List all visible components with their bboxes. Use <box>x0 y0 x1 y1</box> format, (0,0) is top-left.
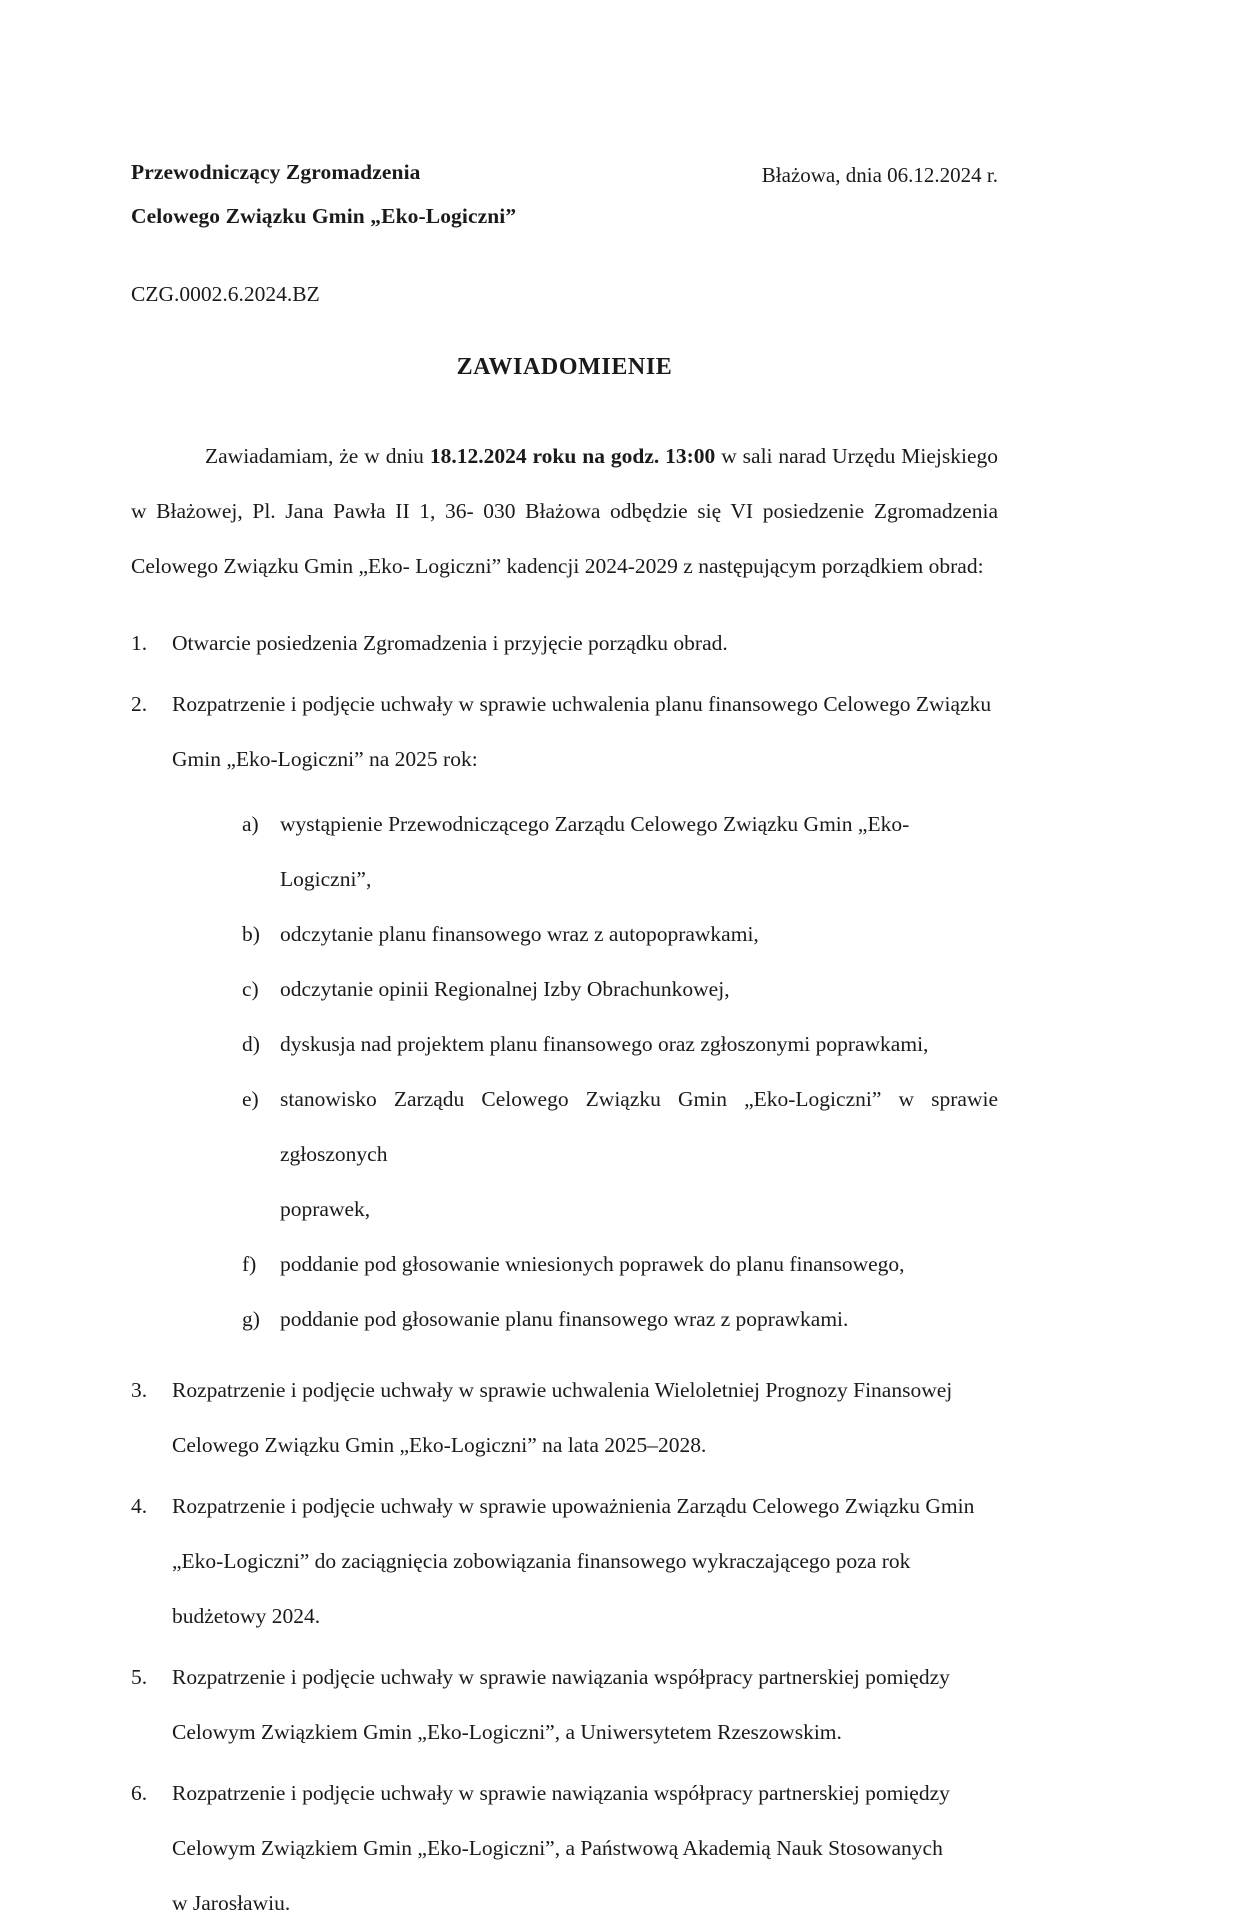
agenda-subitem-marker: e) <box>242 1086 259 1111</box>
agenda-item-line: Rozpatrzenie i podjęcie uchwały w sprawie nawiązania współpracy partnerskiej pomiędzy <box>172 1780 950 1805</box>
agenda-item-marker: 2. <box>131 691 148 716</box>
agenda-item-text <box>172 1650 998 1760</box>
intro-datetime-emphasis: 18.12.2024 roku na godz. 13:00 <box>429 444 716 468</box>
agenda-subitem-marker: b) <box>242 921 260 946</box>
agenda-subitem <box>242 1292 998 1347</box>
agenda-item-line: w Jarosławiu. <box>172 1890 291 1915</box>
page-title: ZAWIADOMIENIE <box>456 354 673 380</box>
agenda-subitem-text <box>280 962 998 1017</box>
agenda-subitem-text <box>280 797 998 907</box>
agenda-item-line: Otwarcie posiedzenia Zgromadzenia i przyjęcie porządku obrad. <box>172 630 728 655</box>
agenda-item-marker: 5. <box>131 1664 148 1689</box>
agenda-item <box>131 616 998 671</box>
reference-number: CZG.0002.6.2024.BZ <box>131 282 320 306</box>
agenda-subitem <box>242 1072 998 1237</box>
agenda-subitem-marker: g) <box>242 1306 260 1331</box>
agenda-item-marker: 6. <box>131 1780 148 1805</box>
agenda-item-text <box>172 677 998 787</box>
agenda-item-line: Celowym Związkiem Gmin „Eko-Logiczni”, a Państwową Akademią Nauk Stosowanych <box>172 1835 943 1860</box>
document-content <box>131 150 998 1931</box>
agenda-item-marker: 3. <box>131 1377 148 1402</box>
agenda-subitem-line: poprawek, <box>280 1196 371 1221</box>
agenda-item <box>131 1650 998 1760</box>
agenda-item-text <box>172 1766 998 1931</box>
agenda-item-line: Rozpatrzenie i podjęcie uchwały w sprawie uchwalenia planu finansowego Celowego Związku <box>172 691 992 716</box>
agenda-subitem <box>242 962 998 1017</box>
agenda-subitem-marker: a) <box>242 811 259 836</box>
agenda-item-line: „Eko-Logiczni” do zaciągnięcia zobowiązania finansowego wykraczającego poza rok <box>172 1548 911 1573</box>
letterhead-sender <box>131 150 651 238</box>
agenda-subitem-line: wystąpienie Przewodniczącego Zarządu Celowego Związku Gmin „Eko-Logiczni”, <box>280 811 910 891</box>
agenda-subitem-line: poddanie pod głosowanie planu finansowego wraz z poprawkami. <box>280 1306 849 1331</box>
agenda-item-line: budżetowy 2024. <box>172 1603 321 1628</box>
agenda-subitem-text <box>280 1237 998 1292</box>
agenda-subitem <box>242 1017 998 1072</box>
agenda-subitem <box>242 1237 998 1292</box>
sender-organization-line: Celowego Związku Gmin „Eko-Logiczni” <box>131 204 517 228</box>
sender-role-line: Przewodniczący Zgromadzenia <box>131 160 421 184</box>
agenda-subitem-marker: f) <box>242 1251 257 1276</box>
agenda-subitem-marker: d) <box>242 1031 260 1056</box>
agenda-subitem-line: poddanie pod głosowanie wniesionych poprawek do planu finansowego, <box>280 1251 905 1276</box>
intro-text-after-bold: w sali narad Urzędu Miejskiego w Błażowej, Pl. Jana Pawła II 1, 36- 030 Błażowa odbędzie się VI posiedzenie Zgromadzenia Celowego Związku Gmin „Eko- Logiczni” kadencji 2024-2029 z następującym porządkiem obrad: <box>131 444 999 578</box>
agenda-item-line: Celowym Związkiem Gmin „Eko-Logiczni”, a Uniwersytetem Rzeszowskim. <box>172 1719 842 1744</box>
agenda-subitem-line: odczytanie planu finansowego wraz z autopoprawkami, <box>280 921 759 946</box>
agenda-item-line: Gmin „Eko-Logiczni” na 2025 rok: <box>172 746 478 771</box>
place-and-date: Błażowa, dnia 06.12.2024 r. <box>761 163 998 187</box>
agenda-item-text <box>172 1479 998 1644</box>
agenda-subitem-line: dyskusja nad projektem planu finansowego oraz zgłoszonymi poprawkami, <box>280 1031 929 1056</box>
agenda-subitem-line: odczytanie opinii Regionalnej Izby Obrachunkowej, <box>280 976 730 1001</box>
agenda-subitem <box>242 907 998 962</box>
agenda-subitem-text <box>280 907 998 962</box>
intro-text-before-bold: Zawiadamiam, że w dniu <box>205 444 430 468</box>
agenda-item-line: Rozpatrzenie i podjęcie uchwały w sprawie uchwalenia Wieloletniej Prognozy Finansowej <box>172 1377 953 1402</box>
letterhead <box>131 150 998 238</box>
agenda-subitem-marker: c) <box>242 976 259 1001</box>
agenda-subitem <box>242 797 998 907</box>
agenda-subitem-line: stanowisko Zarządu Celowego Związku Gmin „Eko-Logiczni” w sprawie zgłoszonych <box>280 1086 998 1166</box>
agenda-item-text <box>172 1363 998 1473</box>
agenda-sublist <box>172 797 998 1347</box>
agenda-item-marker: 4. <box>131 1493 148 1518</box>
agenda-subitem-text <box>280 1017 998 1072</box>
agenda-item <box>131 1766 998 1931</box>
agenda-item-marker: 1. <box>131 630 148 655</box>
agenda-item <box>131 1479 998 1644</box>
agenda-item-line: Celowego Związku Gmin „Eko-Logiczni” na lata 2025–2028. <box>172 1432 707 1457</box>
agenda-item-line: Rozpatrzenie i podjęcie uchwały w sprawie nawiązania współpracy partnerskiej pomiędzy <box>172 1664 950 1689</box>
agenda-item-text <box>172 616 998 671</box>
agenda-item <box>131 677 998 1347</box>
agenda-subitem-text <box>280 1072 998 1237</box>
agenda-list <box>131 616 998 1931</box>
intro-paragraph <box>131 429 998 594</box>
agenda-subitem-text <box>280 1292 998 1347</box>
agenda-item-line: Rozpatrzenie i podjęcie uchwały w sprawie upoważnienia Zarządu Celowego Związku Gmin <box>172 1493 975 1518</box>
agenda-item <box>131 1363 998 1473</box>
